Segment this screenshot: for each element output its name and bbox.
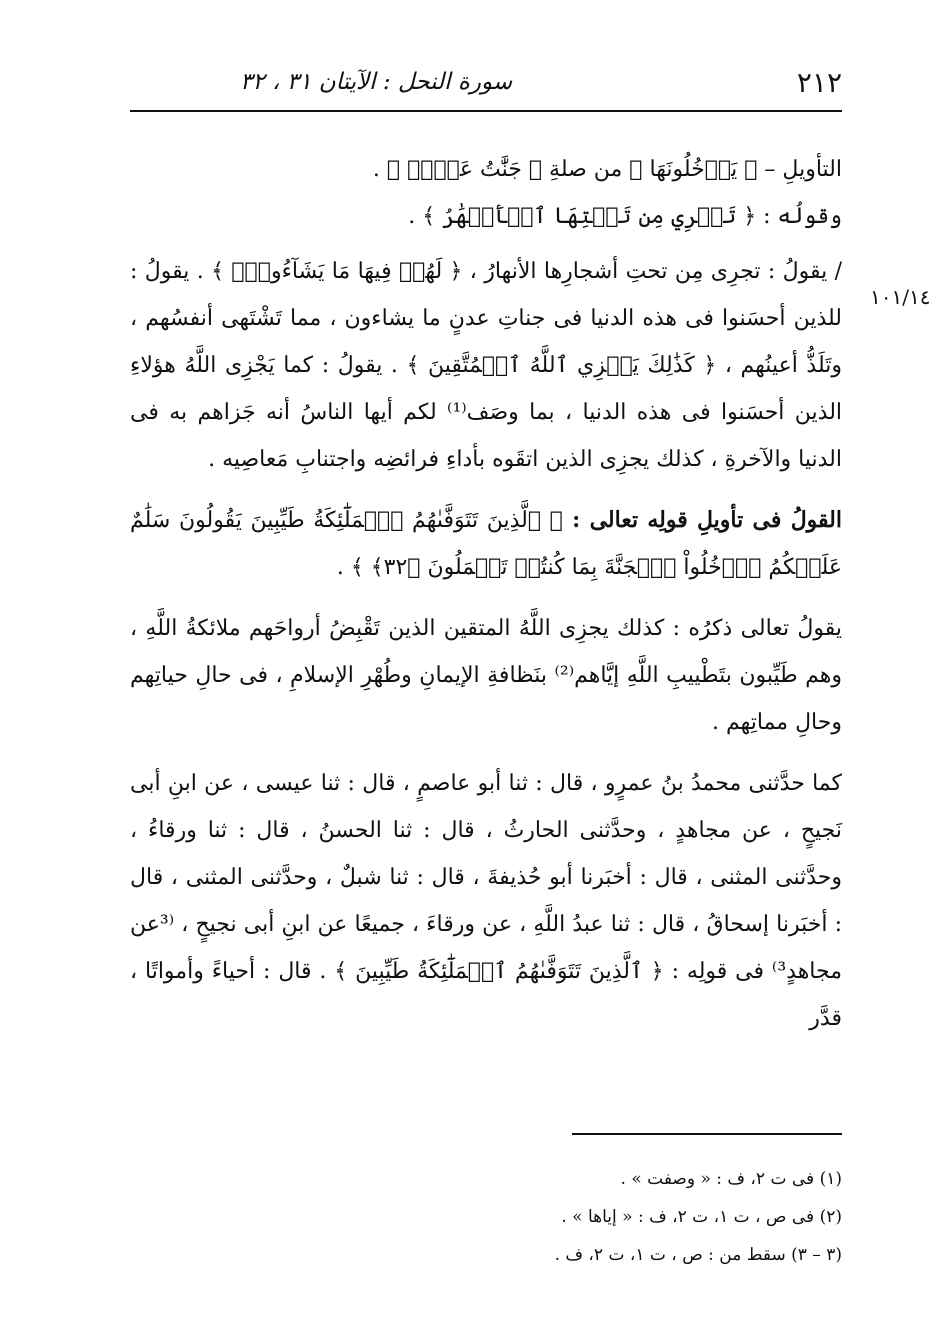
paragraph-tawil: التأويلِ – ﴿ يَدۡخُلُونَهَا ﴾ من صلةِ ﴿ جَنَّٰتُ عَدۡنٖ ﴾ . [372,157,842,182]
paragraph-yaqulu: / يقولُ : تجرِى مِن تحتِ أشجارِها الأنهارُ ، ﴿ لَهُمۡ فِيهَا مَا يَشَآءُونَۚ ﴾ . يقولُ : للذين أحسَنوا فى هذه الدنيا فى جناتِ عدنٍ ما يشاءون ، مما تَشْتَهى أنفسُهم ، وتَلَذُّ أعينُهم ، ﴿ كَذَٰلِكَ يَجۡزِي ٱللَّهُ ٱلۡمُتَّقِينَ ﴾ . يقولُ : كما يَجْزِى اللَّهُ هؤلاءِ الذين أحسَنوا فى هذه الدنيا ، بما وصَف⁽¹⁾ لكم أيها الناسُ أنه جَزاهم به فى الدنيا والآخرةِ ، كذلك يجزِى الذين اتقَوه بأداءِ فرائضِه واجتنابِ مَعاصِيه . [130,259,843,472]
margin-reference: ١٠١/١٤ [870,285,931,309]
main-text [130,146,842,1042]
heading-verse: ﴿ ٱلَّذِينَ تَتَوَفَّىٰهُمُ ٱلۡمَلَٰٓئِكَةُ طَيِّبِينَ يَقُولُونَ سَلَٰمٌ عَلَيۡكُمُ ٱدۡخُلُواْ ٱلۡجَنَّةَ بِمَا كُنتُمۡ تَعۡمَلُونَ ﴿٣٢﴾ ﴾ . [130,508,842,580]
paragraph-qawluhu: وقولُه : ﴿ تَجۡرِي مِن تَحۡتِهَا ٱلۡأَنۡهَٰرُ ﴾ . [408,204,842,229]
footnotes [430,1160,842,1274]
heading-lead: القولُ فى تأويلِ قولِه تعالى : [562,507,842,533]
footnote-1: (١) فى ت ٢، ف : « وصفت » . [620,1169,842,1189]
footnote-3: (٣ – ٣) سقط من : ص ، ت ١، ت ٢، ف . [554,1245,842,1265]
footnote-2: (٢) فى ص ، ت ١، ت ٢، ف : « إياها » . [561,1207,842,1227]
page-header [130,60,842,104]
running-title: سورة النحل : الآيتان ٣١ ، ٣٢ [240,69,513,95]
footnote-rule [572,1133,842,1135]
page-number: ٢١٢ [796,65,842,99]
paragraph-tafsir: يقولُ تعالى ذكرُه : كذلك يجزِى اللَّهُ المتقين الذين تَقْبِضُ أرواحَهم ملائكةُ اللَّهِ ، وهم طَيِّبون بتَطْييبِ اللَّهِ إيَّاهم⁽²⁾ بنَظافةِ الإيمانِ وطُهْرِ الإسلامِ ، فى حالِ حياتِهم وحالِ مماتِهم . [130,616,842,735]
header-rule [130,110,842,112]
section-heading [130,497,842,591]
paragraph-isnad: كما حدَّثنى محمدُ بنُ عمرٍو ، قال : ثنا أبو عاصمٍ ، قال : ثنا عيسى ، عن ابنِ أبى نَجيحٍ ، عن مجاهدٍ ، وحدَّثنى الحارثُ ، قال : ثنا الحسنُ ، قال : ثنا ورقاءُ ، وحدَّثنى المثنى ، قال : أخبَرنا أبو حُذيفةَ ، قال : ثنا شبلٌ ، وحدَّثنى المثنى ، قال : أخبَرنا إسحاقُ ، قال : ثنا عبدُ اللَّهِ ، عن ورقاءَ ، جميعًا عن ابنِ أبى نجيحٍ ، ⁽³عن مجاهدٍ³⁾ فى قولِه : ﴿ ٱلَّذِينَ تَتَوَفَّىٰهُمُ ٱلۡمَلَٰٓئِكَةُ طَيِّبِينَ ﴾ . قال : أحياءً وأمواتًا ، قدَّر [130,771,842,1031]
